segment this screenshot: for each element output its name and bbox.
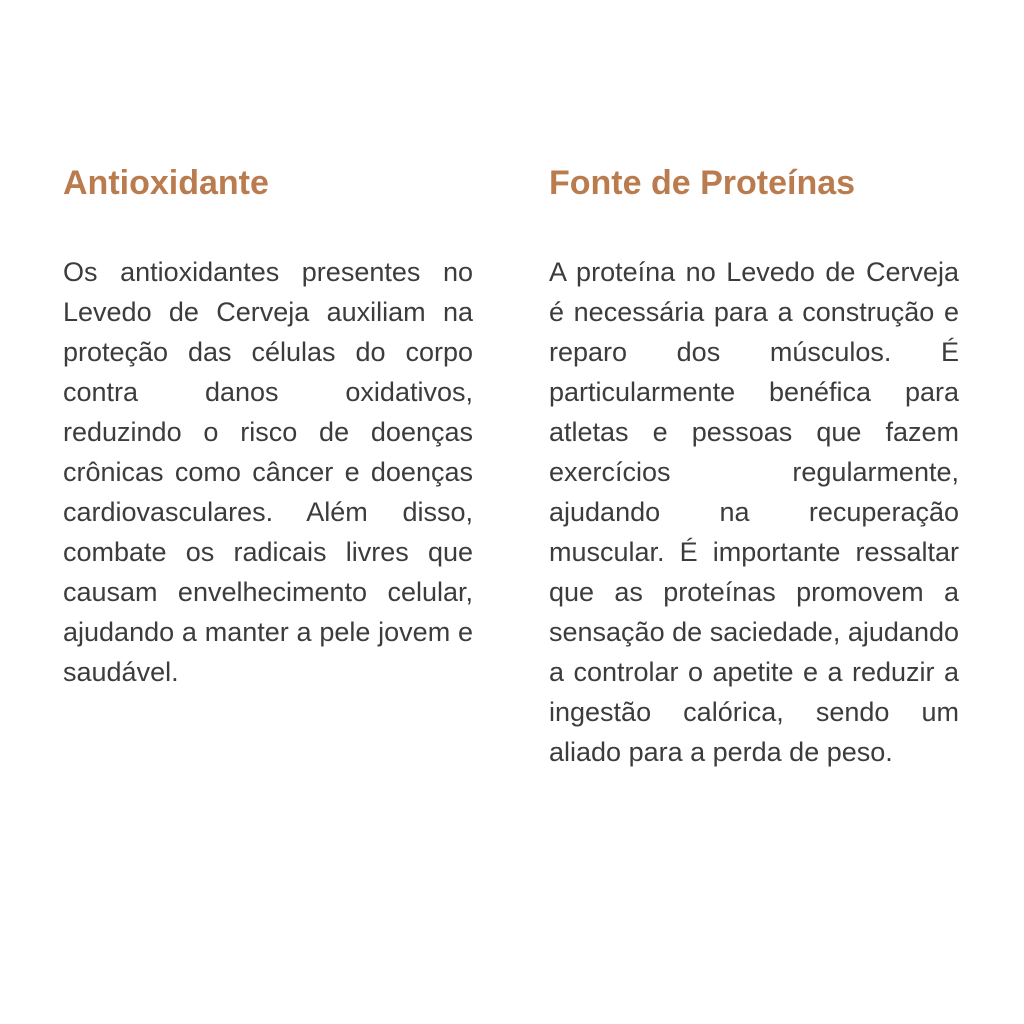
content-columns bbox=[63, 163, 961, 772]
section-paragraph-fonte-de-proteinas: A proteína no Levedo de Cerveja é necessária para a construção e reparo dos músculos. É particularmente benéfica para atletas e pessoas que fazem exercícios regularmente, ajudando na recuperação muscular. É importante ressaltar que as proteínas promovem a sensação de saciedade, ajudando a controlar o apetite e a reduzir a ingestão calórica, sendo um aliado para a perda de peso. bbox=[549, 256, 959, 767]
section-antioxidante bbox=[63, 163, 473, 772]
section-heading-fonte-de-proteinas: Fonte de Proteínas bbox=[549, 164, 856, 202]
section-fonte-de-proteinas bbox=[549, 163, 959, 772]
section-paragraph-antioxidante: Os antioxidantes presentes no Levedo de Cerveja auxiliam na proteção das células do corpo contra danos oxidativos, reduzindo o risco de doenças crônicas como câncer e doenças cardiovasculares. Além disso, combate os radicais livres que causam envelhecimento celular, ajudando a manter a pele jovem e saudável. bbox=[63, 256, 473, 687]
section-heading-antioxidante: Antioxidante bbox=[63, 164, 269, 202]
